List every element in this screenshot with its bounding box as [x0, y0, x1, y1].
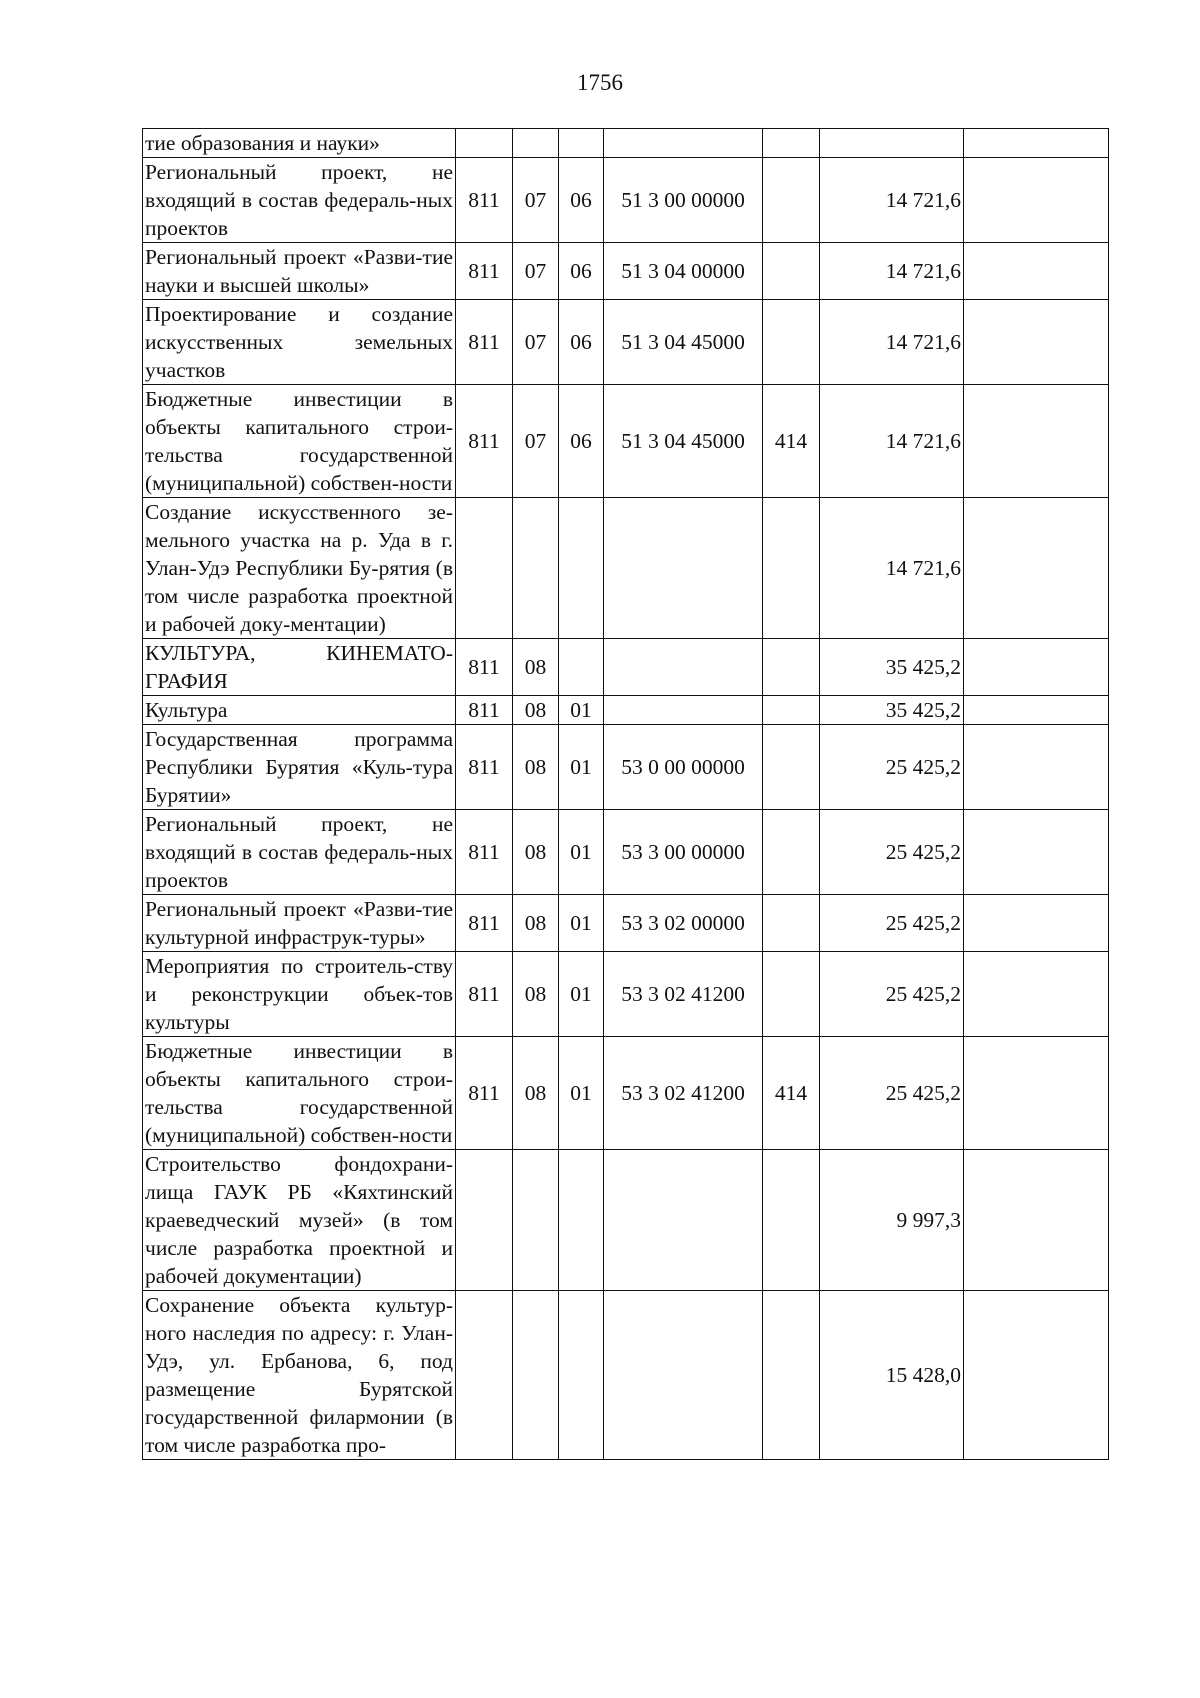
cell-name: Создание искусственного зе-мельного участка на р. Уда в г. Улан-Удэ Республики Бу-рятия (в том числе разработка проектной и рабочей доку-ментации): [143, 498, 456, 639]
table-row: [143, 952, 1109, 1037]
table-row: [143, 895, 1109, 952]
cell-section: 07: [513, 300, 559, 385]
cell-section: 07: [513, 158, 559, 243]
cell-name: Государственная программа Республики Бурятия «Куль-тура Бурятии»: [143, 725, 456, 810]
cell-target-article: 51 3 04 45000: [604, 385, 763, 498]
cell-amount: 25 425,2: [820, 810, 964, 895]
cell-section: 07: [513, 385, 559, 498]
cell-ministry: 811: [456, 243, 513, 300]
cell-amount: [820, 129, 964, 158]
cell-ministry: 811: [456, 725, 513, 810]
cell-name: Региональный проект «Разви-тие культурной инфраструк-туры»: [143, 895, 456, 952]
cell-amount: 14 721,6: [820, 498, 964, 639]
cell-name: КУЛЬТУРА, КИНЕМАТО-ГРАФИЯ: [143, 639, 456, 696]
table-row: [143, 300, 1109, 385]
cell-name: Строительство фондохрани-лища ГАУК РБ «Кяхтинский краеведческий музей» (в том числе разработка проектной и рабочей документации): [143, 1150, 456, 1291]
cell-expense-type: [763, 1291, 820, 1460]
cell-target-article: 53 0 00 00000: [604, 725, 763, 810]
cell-expense-type: [763, 1150, 820, 1291]
cell-extra: [964, 639, 1109, 696]
cell-target-article: 53 3 02 41200: [604, 952, 763, 1037]
cell-expense-type: [763, 696, 820, 725]
cell-amount: 15 428,0: [820, 1291, 964, 1460]
cell-name: тие образования и науки»: [143, 129, 456, 158]
cell-expense-type: [763, 725, 820, 810]
cell-ministry: 811: [456, 385, 513, 498]
cell-extra: [964, 300, 1109, 385]
cell-amount: 25 425,2: [820, 1037, 964, 1150]
cell-section: 08: [513, 1037, 559, 1150]
cell-subsection: 01: [559, 895, 604, 952]
cell-target-article: [604, 129, 763, 158]
cell-subsection: 01: [559, 725, 604, 810]
cell-target-article: [604, 1291, 763, 1460]
cell-section: 08: [513, 810, 559, 895]
cell-section: 08: [513, 952, 559, 1037]
cell-ministry: [456, 1150, 513, 1291]
cell-name: Проектирование и создание искусственных земельных участков: [143, 300, 456, 385]
cell-target-article: [604, 696, 763, 725]
cell-amount: 14 721,6: [820, 158, 964, 243]
cell-extra: [964, 810, 1109, 895]
cell-name: Мероприятия по строитель-ству и реконструкции объек-тов культуры: [143, 952, 456, 1037]
cell-section: 08: [513, 725, 559, 810]
cell-name: Бюджетные инвестиции в объекты капитального строи-тельства государственной (муниципальной) собствен-ности: [143, 1037, 456, 1150]
cell-ministry: 811: [456, 810, 513, 895]
cell-amount: 9 997,3: [820, 1150, 964, 1291]
table-body: [143, 129, 1109, 1460]
cell-extra: [964, 158, 1109, 243]
cell-target-article: 53 3 00 00000: [604, 810, 763, 895]
cell-extra: [964, 1291, 1109, 1460]
cell-ministry: 811: [456, 300, 513, 385]
cell-subsection: [559, 498, 604, 639]
cell-section: [513, 1291, 559, 1460]
cell-name: Региональный проект, не входящий в состав федераль-ных проектов: [143, 158, 456, 243]
cell-extra: [964, 243, 1109, 300]
cell-expense-type: 414: [763, 1037, 820, 1150]
cell-subsection: 06: [559, 158, 604, 243]
cell-target-article: 51 3 00 00000: [604, 158, 763, 243]
page-number: 1756: [577, 70, 623, 95]
cell-amount: 14 721,6: [820, 385, 964, 498]
table-row: [143, 498, 1109, 639]
cell-extra: [964, 725, 1109, 810]
cell-subsection: 06: [559, 300, 604, 385]
cell-extra: [964, 385, 1109, 498]
table-row: [143, 725, 1109, 810]
cell-target-article: 53 3 02 41200: [604, 1037, 763, 1150]
budget-table: [142, 128, 1109, 1460]
table-row: [143, 129, 1109, 158]
table-row: [143, 810, 1109, 895]
table-row: [143, 158, 1109, 243]
cell-amount: 25 425,2: [820, 895, 964, 952]
cell-extra: [964, 952, 1109, 1037]
cell-name: Региональный проект «Разви-тие науки и высшей школы»: [143, 243, 456, 300]
cell-extra: [964, 498, 1109, 639]
cell-target-article: 51 3 04 00000: [604, 243, 763, 300]
cell-subsection: 01: [559, 696, 604, 725]
table-row: [143, 696, 1109, 725]
cell-section: [513, 129, 559, 158]
cell-section: 07: [513, 243, 559, 300]
cell-expense-type: [763, 158, 820, 243]
table-row: [143, 639, 1109, 696]
cell-target-article: [604, 1150, 763, 1291]
cell-extra: [964, 696, 1109, 725]
table-row: [143, 1150, 1109, 1291]
cell-target-article: 53 3 02 00000: [604, 895, 763, 952]
cell-ministry: 811: [456, 696, 513, 725]
cell-ministry: 811: [456, 158, 513, 243]
cell-ministry: [456, 129, 513, 158]
cell-subsection: 01: [559, 952, 604, 1037]
cell-target-article: [604, 498, 763, 639]
cell-target-article: [604, 639, 763, 696]
table-row: [143, 243, 1109, 300]
cell-ministry: 811: [456, 639, 513, 696]
cell-amount: 35 425,2: [820, 696, 964, 725]
cell-subsection: 01: [559, 810, 604, 895]
cell-expense-type: [763, 895, 820, 952]
cell-section: [513, 1150, 559, 1291]
cell-subsection: 01: [559, 1037, 604, 1150]
cell-expense-type: [763, 952, 820, 1037]
cell-subsection: [559, 129, 604, 158]
cell-expense-type: [763, 639, 820, 696]
cell-extra: [964, 1037, 1109, 1150]
cell-section: 08: [513, 639, 559, 696]
cell-amount: 35 425,2: [820, 639, 964, 696]
cell-expense-type: [763, 300, 820, 385]
cell-ministry: [456, 1291, 513, 1460]
cell-section: 08: [513, 895, 559, 952]
cell-subsection: 06: [559, 385, 604, 498]
cell-ministry: 811: [456, 952, 513, 1037]
cell-subsection: [559, 1291, 604, 1460]
cell-amount: 25 425,2: [820, 952, 964, 1037]
cell-ministry: 811: [456, 895, 513, 952]
table-row: [143, 385, 1109, 498]
table-row: [143, 1037, 1109, 1150]
cell-ministry: 811: [456, 1037, 513, 1150]
cell-name: Бюджетные инвестиции в объекты капитального строи-тельства государственной (муниципальной) собствен-ности: [143, 385, 456, 498]
table-row: [143, 1291, 1109, 1460]
cell-extra: [964, 1150, 1109, 1291]
cell-name: Сохранение объекта культур-ного наследия по адресу: г. Улан-Удэ, ул. Ербанова, 6, под размещение Бурятской государственной филармонии (в том числе разработка про-: [143, 1291, 456, 1460]
cell-expense-type: [763, 129, 820, 158]
cell-subsection: 06: [559, 243, 604, 300]
cell-name: Региональный проект, не входящий в состав федераль-ных проектов: [143, 810, 456, 895]
cell-section: 08: [513, 696, 559, 725]
cell-extra: [964, 895, 1109, 952]
cell-section: [513, 498, 559, 639]
cell-subsection: [559, 1150, 604, 1291]
cell-extra: [964, 129, 1109, 158]
cell-name: Культура: [143, 696, 456, 725]
cell-amount: 14 721,6: [820, 300, 964, 385]
cell-expense-type: 414: [763, 385, 820, 498]
cell-ministry: [456, 498, 513, 639]
cell-target-article: 51 3 04 45000: [604, 300, 763, 385]
cell-expense-type: [763, 498, 820, 639]
cell-subsection: [559, 639, 604, 696]
cell-amount: 25 425,2: [820, 725, 964, 810]
cell-amount: 14 721,6: [820, 243, 964, 300]
cell-expense-type: [763, 810, 820, 895]
cell-expense-type: [763, 243, 820, 300]
